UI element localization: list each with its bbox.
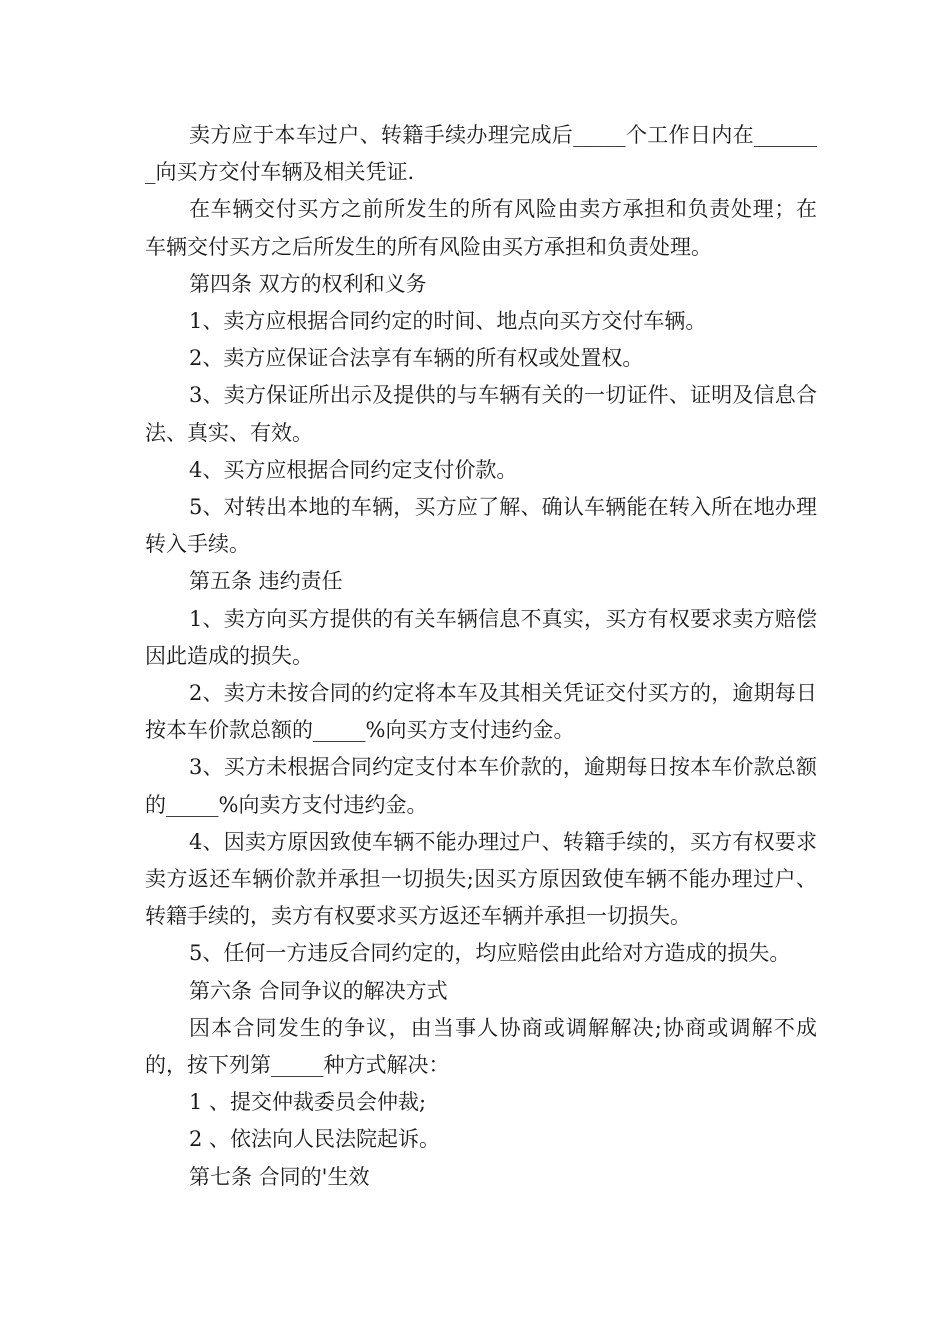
list-item-litigation: 2 、依法向人民法院起诉。 (189, 1127, 441, 1152)
document-body (145, 117, 817, 1196)
paragraph-risk-transfer: 在车辆交付买方之前所发生的所有风险由卖方承担和负责处理；在车辆交付买方之后所发生的所有风险由买方承担和负责处理。 (145, 197, 817, 259)
list-item-article-4-2: 2、卖方应保证合法享有车辆的所有权或处置权。 (189, 346, 644, 371)
heading-article-7: 第七条 合同的'生效 (189, 1164, 370, 1189)
list-item-arbitration: 1 、提交仲裁委员会仲裁; (189, 1090, 427, 1115)
list-item-article-4-4: 4、买方应根据合同约定支付价款。 (189, 457, 518, 482)
list-item-article-4-5: 5、对转出本地的车辆，买方应了解、确认车辆能在转入所在地办理转入手续。 (145, 495, 817, 557)
list-item-article-5-3: 3、买方未根据合同约定支付本车价款的，逾期每日按本车价款总额的_____%向卖方支付违约金。 (145, 755, 817, 817)
heading-article-6: 第六条 合同争议的解决方式 (189, 978, 448, 1003)
heading-article-5: 第五条 违约责任 (189, 569, 343, 594)
list-item-article-4-1: 1、卖方应根据合同约定的时间、地点向买方交付车辆。 (189, 309, 707, 334)
paragraph-delivery-deadline: 卖方应于本车过户、转籍手续办理完成后_____个工作日内在_______向买方交付车辆及相关凭证. (145, 123, 817, 185)
paragraph-dispute-resolution: 因本合同发生的争议，由当事人协商或调解解决;协商或调解不成的，按下列第_____种方式解决： (145, 1015, 817, 1078)
list-item-article-5-5: 5、任何一方违反合同约定的，均应赔偿由此给对方造成的损失。 (189, 941, 791, 966)
list-item-article-4-3: 3、卖方保证所出示及提供的与车辆有关的一切证件、证明及信息合法、真实、有效。 (145, 383, 817, 445)
list-item-article-5-1: 1、卖方向买方提供的有关车辆信息不真实，买方有权要求卖方赔偿因此造成的损失。 (145, 606, 817, 668)
list-item-article-5-2: 2、卖方未按合同的约定将本车及其相关凭证交付买方的，逾期每日按本车价款总额的_____%向买方支付违约金。 (145, 681, 817, 743)
heading-article-4: 第四条 双方的权利和义务 (189, 271, 427, 296)
list-item-article-5-4: 4、因卖方原因致使车辆不能办理过户、转籍手续的，买方有权要求卖方返还车辆价款并承担一切损失;因买方原因致使车辆不能办理过户、转籍手续的，卖方有权要求买方返还车辆并承担一切损失。 (145, 829, 817, 929)
